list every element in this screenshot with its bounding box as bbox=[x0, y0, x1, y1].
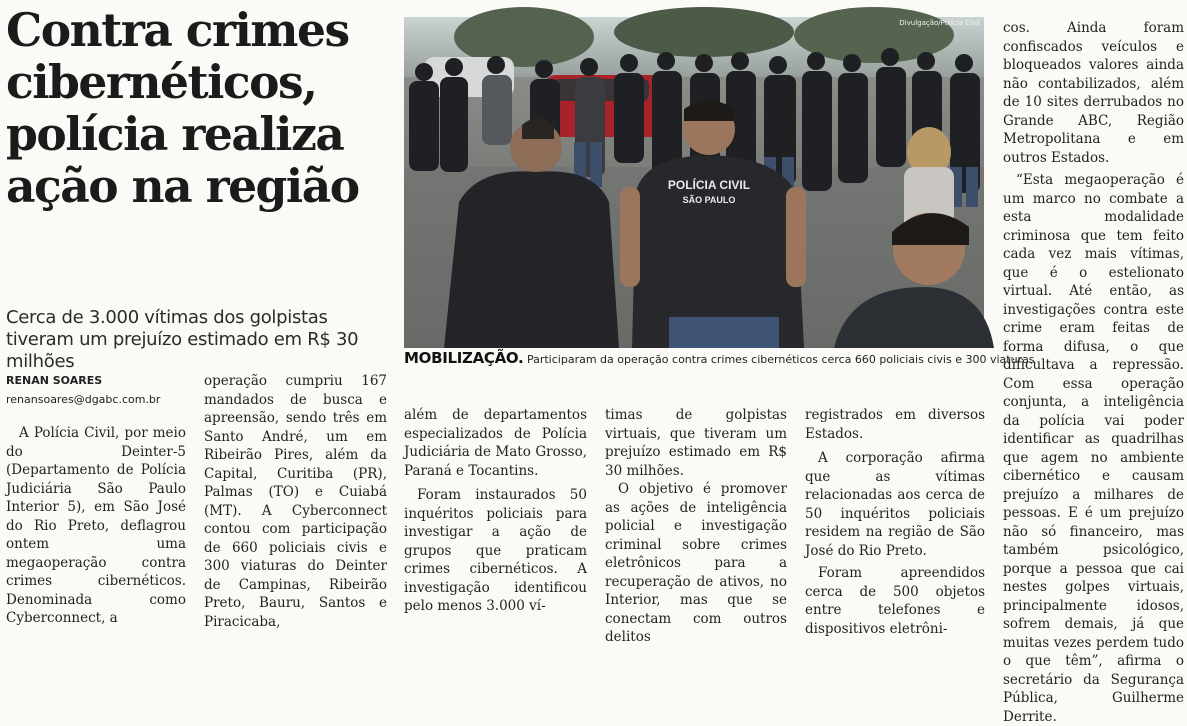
article-column-6 bbox=[1003, 19, 1184, 725]
paragraph: operação cumpriu 167 mandados de busca e apreensão, sendo três em Santo André, um em Ribeirão Pires, além da Capital, Curitiba (PR), Palmas (TO) e Cuiabá (MT). A Cyberconnect contou com participação de 660 policiais civis e 300 viaturas do Deinter de Campinas, Ribeirão Preto, Bauru, Santos e Piracicaba, bbox=[204, 373, 387, 630]
article-column-3 bbox=[404, 406, 587, 614]
caption-kicker: MOBILIZAÇÃO. bbox=[404, 349, 524, 367]
caption-text: Participaram da operação contra crimes cibernéticos cerca 660 policiais civis e 300 viaturas bbox=[526, 353, 1035, 366]
article-column-1 bbox=[6, 424, 186, 626]
paragraph: além de departamentos especializados de Polícia Judiciária de Mato Grosso, Paraná e Tocantins. bbox=[404, 407, 587, 479]
news-photo bbox=[404, 17, 984, 348]
byline-email[interactable]: renansoares@dgabc.com.br bbox=[6, 393, 161, 406]
paragraph: cos. Ainda foram confiscados veículos e bloqueados valores ainda não contabilizados, além de 10 sites derrubados no Grande ABC, Região Metropolitana e em outros Estados. bbox=[1003, 20, 1184, 166]
article-column-2 bbox=[204, 372, 387, 630]
paragraph: timas de golpistas virtuais, que tiveram um prejuízo estimado em R$ 30 milhões. bbox=[605, 407, 787, 479]
article-column-5 bbox=[805, 406, 985, 637]
paragraph: Foram apreendidos cerca de 500 objetos entre telefones e dispositivos eletrôni- bbox=[805, 565, 985, 637]
shirt-text-2: SÃO PAULO bbox=[682, 195, 736, 205]
paragraph: A Polícia Civil, por meio do Deinter-5 (Departamento de Polícia Judiciária São Paulo Interior 5), em São José do Rio Preto, deflagrou ontem uma megaoperação contra crimes cibernéticos. Denominada como Cyberconnect, a bbox=[6, 425, 186, 626]
article-column-4 bbox=[605, 406, 787, 645]
paragraph: registrados em diversos Estados. bbox=[805, 407, 985, 442]
paragraph: “Esta megaoperação é um marco no combate a esta modalidade criminosa que tem feito cada vez mais vítimas, que é o estelionato virtual. Até então, as investigações contra este crime eram feitas de forma difusa, o que dificultava a repressão. Com essa operação conjunta, a inteligência da polícia vai poder identificar as quadrilhas que agem no ambiente cibernético e causam prejuízo a milhares de pessoas. E é um prejuízo não só financeiro, mas também psicológico, porque a pessoa que cai nestes golpes virtuais, principalmente idosos, sofrem demais, já que muitas vezes perdem tudo o que têm”, afirma o secretário da Segurança Pública, Guilherme Derrite. bbox=[1003, 172, 1184, 725]
headline: Contra crimes cibernéticos, polícia realiza ação na região bbox=[6, 3, 359, 213]
subtitle: Cerca de 3.000 vítimas dos golpistas tiveram um prejuízo estimado em R$ 30 milhões bbox=[6, 307, 359, 372]
paragraph: A corporação afirma que as vítimas relacionadas aos cerca de 50 inquéritos policiais residem na região de São José do Rio Preto. bbox=[805, 450, 985, 559]
shirt-text-1: POLÍCIA CIVIL bbox=[667, 178, 751, 192]
paragraph: O objetivo é promover as ações de inteligência policial e investigação criminal sobre crimes eletrônicos para a recuperação de ativos, no Interior, mas que se conectam com outros delitos bbox=[605, 481, 787, 645]
paragraph: Foram instaurados 50 inquéritos policiais para investigar a ação de grupos que praticam crimes cibernéticos. A investigação identificou pelo menos 3.000 ví- bbox=[404, 487, 587, 614]
byline-name: RENAN SOARES bbox=[6, 374, 103, 387]
photo-credit: Divulgação/Polícia Civil bbox=[899, 19, 980, 27]
photo-caption bbox=[404, 349, 1035, 368]
police-operation-photo bbox=[404, 17, 984, 348]
